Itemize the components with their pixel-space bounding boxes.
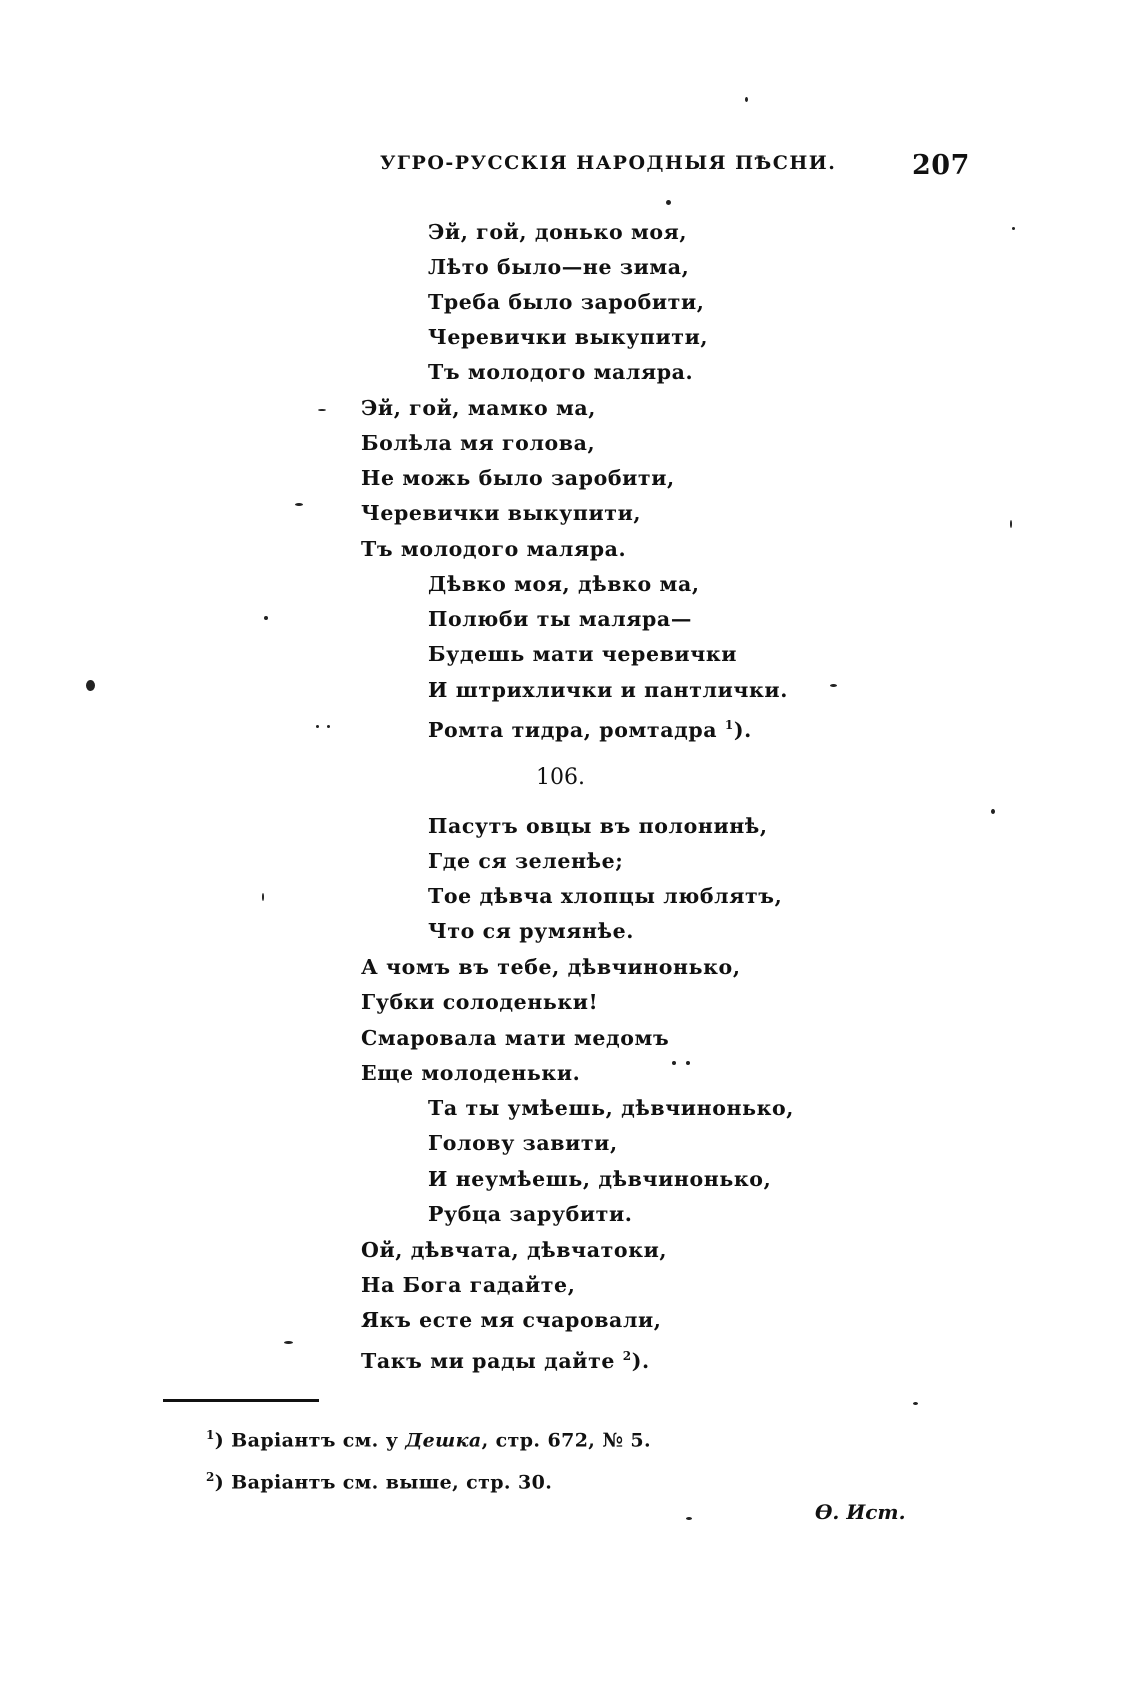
verse-line: Эй, гой, мамко ма, <box>361 396 597 420</box>
verse-line: Не можь было заробити, <box>361 466 675 490</box>
scan-speck <box>745 97 748 102</box>
running-head-title: УГРО-РУССКІЯ НАРОДНЫЯ ПѢСНИ. <box>380 152 837 174</box>
scan-speck <box>316 725 319 728</box>
verse-line: И штрихлички и пантлички. <box>428 678 788 702</box>
scan-speck <box>264 616 268 620</box>
verse-line: Где ся зеленѣе; <box>428 849 624 873</box>
verse-line: А чомъ въ тебе, дѣвчинонько, <box>361 955 741 979</box>
verse-line: На Бога гадайте, <box>361 1273 576 1297</box>
scan-speck <box>686 1061 690 1065</box>
scan-speck <box>318 409 326 411</box>
footnote-author: Дешка <box>405 1429 482 1452</box>
song-number: 106. <box>536 765 585 790</box>
verse-line: Тъ молодого маляра. <box>428 360 694 384</box>
verse-line: Якъ есте мя счаровали, <box>361 1308 662 1332</box>
verse-text: Ромта тидра, ромтадра <box>428 717 718 742</box>
scan-speck <box>913 1402 918 1405</box>
verse-line: Полюби ты маляра— <box>428 607 692 631</box>
verse-line: Ой, дѣвчата, дѣвчатоки, <box>361 1238 668 1262</box>
verse-line: Дѣвко моя, дѣвко ма, <box>428 572 700 596</box>
footnote-ref-1: 1 <box>724 718 734 732</box>
footnote-2 <box>206 1470 552 1493</box>
scan-speck <box>991 809 995 814</box>
verse-line: Черевички выкупити, <box>428 325 709 349</box>
verse-line: Еще молоденьки. <box>361 1061 581 1085</box>
footnote-text: ) Варіантъ см. у <box>214 1429 406 1452</box>
verse-line: Та ты умѣешь, дѣвчинонько, <box>428 1096 795 1120</box>
scan-speck <box>295 503 303 506</box>
verse-line: Рубца зарубити. <box>428 1202 633 1226</box>
verse-tail: ). <box>631 1348 650 1373</box>
scan-speck <box>666 200 671 205</box>
verse-line: Тое дѣвча хлопцы люблятъ, <box>428 884 783 908</box>
scan-speck <box>672 1061 676 1065</box>
verse-line: Лѣто было—не зима, <box>428 255 690 279</box>
footnote-mark: 1 <box>206 1428 215 1442</box>
page-number: 207 <box>912 150 970 181</box>
signature: Ѳ. Ист. <box>815 1500 906 1524</box>
verse-line: Смаровала мати медомъ <box>361 1026 670 1050</box>
verse-line-last <box>361 1344 650 1373</box>
scan-speck <box>830 684 837 687</box>
footnote-text: ) Варіантъ см. выше, стр. 30. <box>214 1471 553 1494</box>
footnote-divider <box>163 1399 319 1402</box>
verse-line: Голову завити, <box>428 1131 618 1155</box>
scan-speck <box>327 725 330 728</box>
verse-line: Губки солоденьки! <box>361 990 599 1014</box>
verse-line: Болѣла мя голова, <box>361 431 596 455</box>
scan-speck <box>1012 227 1015 230</box>
verse-line: Будешь мати черевички <box>428 642 738 666</box>
scan-speck <box>284 1341 293 1344</box>
scan-speck <box>86 680 95 691</box>
verse-line-last <box>428 713 752 742</box>
verse-line: Черевички выкупити, <box>361 501 642 525</box>
scan-speck <box>262 893 264 901</box>
verse-line: Эй, гой, донько моя, <box>428 220 688 244</box>
verse-line: И неумѣешь, дѣвчинонько, <box>428 1167 772 1191</box>
verse-tail: ). <box>733 717 752 742</box>
scan-speck <box>686 1517 692 1520</box>
footnote-1 <box>206 1428 651 1451</box>
verse-line: Треба было заробити, <box>428 290 705 314</box>
verse-line: Что ся румянѣе. <box>428 919 635 943</box>
footnote-ref-2: 2 <box>622 1349 632 1363</box>
verse-text: Такъ ми рады дайте <box>361 1348 616 1373</box>
scan-speck <box>1010 520 1012 528</box>
footnote-text: , стр. 672, № 5. <box>481 1429 652 1452</box>
footnote-mark: 2 <box>206 1470 215 1484</box>
verse-line: Тъ молодого маляра. <box>361 537 627 561</box>
verse-line: Пасутъ овцы въ полонинѣ, <box>428 814 768 838</box>
